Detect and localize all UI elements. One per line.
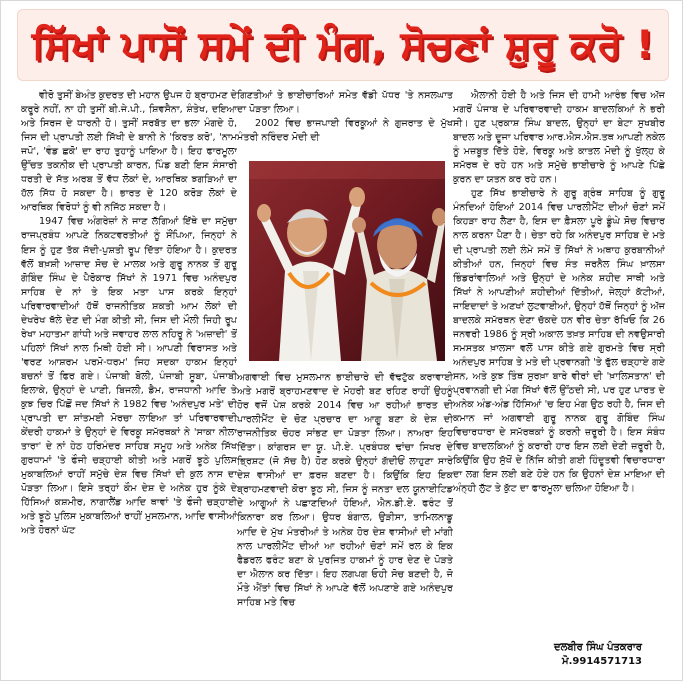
paragraph: 1947 ਵਿਚ ਅੰਗਰੇਜ਼ਾਂ ਨੇ ਜਾਣ ਲੱਗਿਆਂ ਇੱਥੇ ਦਾ ਸਮੁੱਚਾ ਰਾਜਪ੍ਰਬੰਧ ਆਪਣੇ ਨਿਕਟਵਰਤੀਆਂ ਨੂੰ ਸੌਂਪਿਆ, ਜਿਨ੍ਹਾਂ ਨੇ ਇਸ ਨੂੰ ਹੁਣ ਤੱਕ ਜੱਦੀ-ਪੁਸ਼ਤੀ ਰੂਪ ਦਿੱਤਾ ਹੋਇਆ ਹੈ। ਕੁਦਰਤ ਵੱਲੋਂ ਬਖ਼ਸ਼ੀ ਆਜ਼ਾਦ ਸੋਚ ਦੇ ਮਾਲਕ ਅਤੇ ਗੁਰੂ ਨਾਨਕ ਤੋਂ ਗੁਰੂ ਗੋਬਿੰਦ ਸਿੰਘ ਦੇ ਪੈਰੋਕਾਰ ਸਿੱਖਾਂ ਨੇ 1971 ਵਿਚ ਅਨੰਦਪੁਰ ਸਾਹਿਬ ਦੇ ਨਾਂ ਤੇ ਇਕ ਮਤਾ ਪਾਸ ਕਰਕੇ ਇਨ੍ਹਾਂ ਪਰਿਵਾਰਵਾਦੀਆਂ ਹੱਥੋਂ ਰਾਜਨੀਤਿਕ ਸ਼ਕਤੀ ਆਮ ਲੋਕਾਂ ਦੀ ਦੇਖਰੇਖ ਥੱਲੇ ਦੇਣ ਦੀ ਮੰਗ ਕੀਤੀ ਸੀ, ਜਿਸ ਦੀ ਮੌਲੀ ਜਿਹੀ ਰੂਪ ਰੇਖਾ ਮਹਾਤਮਾ ਗਾਂਧੀ ਅਤੇ ਜਵਾਹਰ ਲਾਲ ਨਹਿਰੂ ਨੇ 'ਅਜ਼ਾਦੀ' ਤੋਂ ਪਹਿਲਾਂ ਸਿੱਖਾਂ ਨਾਲ ਮਿਥੀ ਹੋਈ ਸੀ। ਆਪਣੀ ਵਿਰਾਸਤ ਅਤੇ 'ਵਰਣ ਆਸ਼ਰਮ ਪਰਮੋ-ਧਰਮ' ਜਿਹ ਸਦਕਾ ਹਾਕਮ ਇਨ੍ਹਾਂ ਬਚਨਾਂ ਤੋਂ ਫਿਰ ਗਏ। ਪੰਜਾਬੀ ਬੋਲੀ, ਪੰਜਾਬੀ ਸੂਬਾ, ਪੰਜਾਬੀ ਇਲਾਕੇ, ਉਨ੍ਹਾਂ ਦੇ ਪਾਣੀ, ਬਿਜਲੀ, ਡੈਮ, ਰਾਜਧਾਨੀ ਆਦਿ ਤੇ ਕੁਝ ਚਿਰ ਪਿੱਛੋਂ ਜਦ ਸਿੱਖਾਂ ਨੇ 1982 ਵਿਚ 'ਅਨੰਦਪੁਰ ਮਤੇ' ਦੀ ਪ੍ਰਾਪਤੀ ਦਾ ਸ਼ਾਂਤਮਈ ਮੋਰਚਾ ਲਾਇਆ ਤਾਂ ਪਰਿਵਾਰਵਾਦੀ ਕੇਂਦਰੀ ਹਾਕਮਾਂ ਤੇ ਉਨ੍ਹਾਂ ਦੇ ਵਿਰਕੂ ਸਮੱਰਥਕਾਂ ਨੇ 'ਸਾਕਾ ਨੀਲਾ ਤਾਰਾ' ਦੇ ਨਾਂ ਹੇਠ ਹਰਿਮੰਦਰ ਸਾਹਿਬ ਸਮੂਹ ਅਤੇ ਅਨੇਕ ਸਿੱਖ ਗੁਰਧਾਮਾਂ 'ਤੇ ਫੌਜੀ ਚੜ੍ਹਾਈ ਕੀਤੀ ਅਤੇ ਮਗਰੋਂ ਝੂਠੇ ਪੁਲਿਸ ਮੁਕਾਬਲਿਆਂ ਰਾਹੀਂ ਸਮੁੱਚੇ ਦੇਸ਼ ਵਿਚ ਸਿੱਖਾਂ ਦੀ ਕੁਲ ਨਾਸ ਦਾ ਪੋੜਤਾ ਲਿਆ। ਇਸੇ ਤਰ੍ਹਾਂ ਕੌਮ ਦੇਸ਼ ਦੇ ਅਨੇਕ ਹੁਰ ਨੂੰਕੇ ਦੇ ਹਿੱਸਿਆਂ ਕਸ਼ਮੀਰ, ਨਾਗਾਲੈਂਡ ਆਦਿ ਥਾਵਾਂ 'ਤੇ ਫੌਜੀ ਚੜ੍ਹਾਈ ਅਤੇ ਝੂਠੇ ਪੁਲਿਸ ਮੁਕਾਬਲਿਆਂ ਰਾਹੀਂ ਮੁਸਲਮਾਨ, ਆਦਿ ਵਾਸੀਆਂ ਅਤੇ ਹੋਰਨਾਂ ਘੱਟ [21, 216, 237, 537]
headline-text: ਸਿੱਖਾਂ ਪਾਸੋਂ ਸਮੇਂ ਦੀ ਮੰਗ, ਸੋਚਣਾਂ ਸ਼ੁਰੂ ਕਰੋ ! [31, 22, 655, 68]
paragraph: ਅਗਵਾਈ ਵਿਚ ਮੁਸਲਮਾਨ ਭਾਈਚਾਰੇ ਦੀ ਵੱਢਟੁੱਕ ਕਰਾਵਾਈ ਅਤੇ ਮਗਰੋਂ ਬ੍ਰਾਹਮਣਵਾਦ ਦੇ ਮੋਹਰੀ ਬਣ ਰਹਿਣ ਰਾਹੀਂ ਉਹਨੂੰ ਹੋਰ ਵਜੋਂ ਪੇਸ਼ ਕਰਕੇ 2014 ਵਿਚ ਆ ਰਹੀਆਂ ਭਾਰਤ ਦੀ ਪਾਰਲੀਮੈਂਟ ਦੇ ਚੋਣ ਪ੍ਰਚਾਰ ਦਾ ਆਗੂ ਬਣਾ ਕੇ ਦੇਸ਼ ਦੀ ਰਾਜਨੀਤਿਕ ਚੋਹਰ ਸਾਂਭਣ ਦਾ ਪੋੜਤਾ ਲਿਆ। ਨਾਅਰਾ ਇਹ ਦਿੱਤਾ। ਕਾਂਗਰਸ ਦਾ ਯੂ. ਪੀ.ਏ. ਪ੍ਰਬੰਧਕ ਢਾਂਚਾ ਸਿਖਰ ਦੇ ਭ੍ਰਿਸ਼ਟ (ਜੋ ਸੱਚ ਹੈ) ਹੋਣ ਕਰਕੇ ਉਨ੍ਹਾਂ ਗੱਦੀਓਂ ਲਾਹੁਣਾ ਸਾਰੇ ਦੇਸ਼ ਵਾਸੀਆਂ ਦਾ ਫ਼ਰਜ਼ ਬਣਦਾ ਹੈ। ਕਿਉਂਕਿ ਇਹ ਇਕ ਬ੍ਰਾਹਮਣਵਾਦੀ ਕੋਰਾ ਝੂਠ ਸੀ, ਜਿਸ ਨੂੰ ਜਨਤਾ ਦਲ ਯੂਨਾਈਟਿਡ ਦੇ ਆਗੂਆਂ ਨੇ ਪਛਾਣਦਿਆਂ ਹੋਇਆਂ, ਐਨ.ਡੀ.ਏ. ਫਰੰਟ ਤੋਂ ਕਿਨਾਰਾ ਕਰ ਲਿਆ। ਉਧਰ ਬੰਗਾਲ, ਉੜੀਸਾ, ਤਾਮਿਲਨਾਡੂ ਆਦਿ ਦੇ ਮੁੱਖ ਮੰਤਰੀਆਂ ਤੇ ਅਨੇਕ ਹੋਰ ਦੇਸ਼ ਵਾਸੀਆਂ ਦੀ ਮਾਂਗੀ ਨਾਲ ਪਾਰਲੀਮੈਂਟ ਦੀਆਂ ਆ ਰਹੀਆਂ ਚੋਣਾਂ ਸਮੇਂ ਰਲ ਕੇ ਇਕ ਫੈਡਰਲ ਫਰੰਟ ਬਣਾ ਕੇ ਪੁਰਜਿਤ ਹਾਕਮਾਂ ਨੂੰ ਹਾਰ ਦੇਣ ਦੇ ਪੋੜਤੇ ਦਾ ਐਲਾਨ ਕਰ ਦਿੱਤਾ। ਇਹ ਲਗਪਗ ਓਹੀ ਸੋਚ ਬਣਦੀ ਹੈ, ਜੋ ਮੌਤੇ ਐਂਤਾਂ ਵਿਚ ਸਿੱਖਾਂ ਨੇ ਆਪਣੇ ਵੱਲੋਂ ਅਪਣਾਏ ਗਏ ਅਨੰਦਪੁਰ ਸਾਹਿਬ ਮਤੇ ਵਿਚ [237, 372, 453, 608]
byline [554, 641, 642, 669]
column-3 [453, 89, 665, 649]
article-photo [249, 161, 445, 361]
author-name: ਦਲਬੀਰ ਸਿੰਘ ਪੰਤਕਰਾਰ [553, 642, 642, 653]
paragraph: ਗਿਣਤੀਆਂ ਤੇ ਭਾਈਚਾਰਿਆਂ ਸਮੇਤ ਵੱਡੀ ਪੱਧਰ 'ਤੇ ਨਸਲਘਾਤ ਦਾ ਪੋੜਤਾ ਲਿਆ। [237, 90, 453, 116]
column-1 [21, 89, 237, 649]
paragraph: 2002 ਵਿਚ ਭਾਜਪਾਈ ਵਿਰਕੂਆਂ ਨੇ ਗੁਜਰਾਤ ਦੇ ਮੁੱਖ ਮੰਤਰੀ ਨਰਿੰਦਰ ਮੋਦੀ ਦੀ [237, 118, 453, 144]
author-phone: ਮੋ.9914571713 [562, 656, 642, 667]
column-2-top [237, 89, 453, 164]
paragraph: ਹੁਣ ਸਿੱਖ ਭਾਈਚਾਰੇ ਨੇ ਗੁਰੂ ਗ੍ਰੰਥ ਸਾਹਿਬ ਨੂੰ ਗੁਰੂ ਮੰਨਦਿਆਂ ਹੋਇਆਂ 2014 ਵਿਚ ਪਾਰਲੀਮੈਂਟ ਦੀਆਂ ਚੋਣਾਂ ਸਮੇਂ ਕਿਹੜਾ ਰਾਹ ਲੈਣਾ ਹੈ, ਇਸ ਦਾ ਫ਼ੈਸਲਾ ਪੂਰੇ ਡੂੰਘੇ ਸੋਚ ਵਿਚਾਰ ਨਾਲ ਕਰਨਾ ਪੈਣਾ ਹੈ। ਚੇਤਾ ਰਹੇ ਕਿ ਅਨੰਦਪੁਰ ਸਾਹਿਬ ਦੇ ਮਤੇ ਦੀ ਪ੍ਰਾਪਤੀ ਲਈ ਲੰਮੇ ਸਮੇਂ ਤੋਂ ਸਿੱਖਾਂ ਨੇ ਅਥਾਹ ਕੁਰਬਾਨੀਆਂ ਕੀਤੀਆਂ ਹਨ, ਜਿਨ੍ਹਾਂ ਵਿਚ ਸੰਤ ਜਰਨੈਲ ਸਿੰਘ ਖ਼ਾਲਸਾ ਭਿੰਡਰਾਂਵਾਲਿਆਂ ਅਤੇ ਉਨ੍ਹਾਂ ਦੇ ਅਨੇਕ ਸ਼ਹੀਦ ਸਾਥੀ ਅਤੇ ਸਿੱਖਾਂ ਨੇ ਆਪਣੀਆਂ ਸ਼ਹੀਦੀਆਂ ਦਿੱਤੀਆਂ, ਜੇਲ੍ਹਾਂ ਕੱਟੀਆਂ, ਜਾਇਦਾਦਾਂ ਤੇ ਅਣਖਾਂ ਲੁਟਵਾਈਆਂ, ਉਨ੍ਹਾਂ ਹੱਥੋਂ ਜਿਨ੍ਹਾਂ ਨੂੰ ਅੱਜ ਬਾਦਲਕੇ ਸਮੱਰਥਨ ਦੇਣਾ ਚੱਕਦੇ ਹਨ ਵੀਰ ਚੇਤਾ ਰੱਖਿਓ ਕਿ 26 ਜਨਵਰੀ 1986 ਨੂੰ ਸ੍ਰੀ ਅਕਾਲ ਤਖ਼ਤ ਸਾਹਿਬ ਦੀ ਨਵਉਸਾਰੀ ਸਮਸਤਕ ਖ਼ਾਲਸਾ ਵਲੋਂ ਪਾਸ ਕੀਤੇ ਗਏ ਗੁਰਮਤੇ ਵਿਚ ਸ੍ਰੀ ਅਨੰਦਪੁਰ ਸਾਹਿਬ ਤੇ ਮਤੇ ਦੀ ਪ੍ਰਵਾਨਗੀ 'ਤੇ ਫੁੱਲ ਚੜ੍ਹਾਏ ਗਏ ਸਨ, ਅਤੇ ਕੁਝ ਤਿੰਥ ਸੁਰਖ਼ਾ ਬਾਰੇ ਵੀਰਾਂ ਦੀ 'ਖ਼ਾਲਿਸਤਾਨ' ਦੀ ਪ੍ਰਵਾਨਗੀ ਦੀ ਮੰਗ ਸਿੱਖਾਂ ਵੱਲੋਂ ਉੱਠਦੀ ਸੀ, ਪਰ ਹੁਣ ਪਾਰਤ ਦੇ ਅਨੇਕ ਅੰਡ-ਅੰਡ ਹਿੱਸਿਆਂ 'ਚ ਇਹ ਮੰਗ ਉਠ ਰਹੀ ਹੈ, ਜਿਸ ਦੀ ਕਮਾਨ ਜਾਂ ਅਗਵਾਈ ਗੁਰੂ ਨਾਨਕ ਗੁਰੂ ਗੋਬਿੰਦ ਸਿੰਘ ਵਿਚਾਰਧਾਰਾ ਦੇ ਸਮੱਰਥਕਾਂ ਨੂੰ ਕਰਨੀ ਜ਼ਰੂਰੀ ਹੈ। ਇਸ ਸੰਬੰਧ ਵਿਚ ਬਾਦਲਕਿਆਂ ਨੂੰ ਕਰਾਰੀ ਹਾਰ ਇਸ ਲਈ ਦੇਣੀ ਜ਼ਰੂਰੀ ਹੈ, ਕਿਉਂਕਿ ਉਹ ਸੁੱਖੋਂ ਦੇ ਨਿੱਜਿ ਕੀਤੀ ਗਈ ਹਿੰਦੂਤਵੀ ਵਿਚਾਰਧਾਰਾ ਦਾ ਲਗ ਇਸ ਲਈ ਬਣੇ ਹੋਏ ਹਨ ਕਿ ਉਹਨਾਂ ਦੇਸ਼ ਮਾਇਆ ਦੀ ਅੰਨ੍ਹੀ ਲੁੱਟ ਤੇ ਕੁੱਟ ਦਾ ਫਾਰਮੂਲਾ ਚਲਿਆ ਹੋਇਆ ਹੈ। [453, 188, 665, 495]
paragraph: ਐਲਾਨੀ ਹੋਈ ਹੈ ਅਤੇ ਜਿਸ ਦੀ ਹਾਮੀ ਆਰੰਭ ਵਿਚ ਅੱਜ ਮਗਰੋਂ ਪੰਜਾਬ ਦੇ ਪਰਿਵਾਰਵਾਦੀ ਹਾਕਮ ਬਾਦਲਕਿਆਂ ਨੇ ਭਰੀ ਸੀ। ਹੁਣ ਪ੍ਰਕਾਸ਼ ਸਿੰਘ ਬਾਦਲ, ਉਨ੍ਹਾਂ ਦਾ ਬੇਟਾ ਸੁਖਬੀਰ ਬਾਦਲ ਅਤੇ ਦੂਜਾ ਪਰਿਵਾਰ ਆਰ.ਐਸ.ਐਸ.ਤਥ ਆਪਣੀ ਨਕੇਲ ਨੂੰ ਮਜ਼ਬੂਤ ਦਿੱਤੇ ਹੋਏ, ਵਿਰਕੂ ਅਤੇ ਕਾਤਲ ਮੋਦੀ ਨੂੰ ਖੁੱਲ੍ਹ ਕੇ ਸਮੱਰਥ ਦੇ ਰਹੇ ਹਨ ਅਤੇ ਸਮੁੱਚੇ ਭਾਈਚਾਰੇ ਨੂੰ ਆਪਣੇ ਪਿੱਛੇ ਕੁਰਨ ਦਾ ਯਤਨ ਕਰ ਰਹੇ ਹਨ। [453, 90, 665, 186]
paragraph: ਵੀਰੋ ਤੁਸੀਂ ਬੇਅੰਤ ਕੁਦਰਤ ਦੀ ਮਹਾਨ ਉਪਜ ਹੋ ਬ੍ਰਾਹਮਣ ਦੇ ਕਰੂਰੇ ਨਹੀਂ, ਨਾ ਹੀ ਤੁਸੀਂ ਬੀ.ਜੇ.ਪੀ., ਸ਼ਿਵਸੈਨਾ, ਸ਼ੰਤੇਖ, ਦਇਆ ਅਤੇ ਸਿਰਜ ਦੇ ਧਾਰਨੀ ਹੋ। ਤੁਸੀਂ ਸਰਬੱਤ ਦਾ ਭਲਾ ਮੰਗਦੇ ਹੋ, ਜਿਸ ਦੀ ਪ੍ਰਾਪਤੀ ਲਈ ਸਿੱਖੀ ਦੇ ਬਾਨੀ ਨੇ 'ਕਿਰਤ ਕਰੋ', 'ਨਾਮ ਜਪੋ', 'ਵੰਡ ਛਕੋ' ਦਾ ਰਾਹ ਤੁਹਾਨੂੰ ਪਾਇਆ ਹੈ। ਇਹ ਫਾਰਮੂਲਾ ਉੱਚਤ ਤਕਨੀਕ ਦੀ ਪ੍ਰਾਪਤੀ ਕਾਰਨ, ਪਿੰਡ ਬਣੀ ਇਸ ਸੰਸਾਰੀ ਧਰਤੀ ਦੇ ਸੱਤ ਅਰਬ ਤੋਂ ਵੱਧ ਲੋਕਾਂ ਦੇ, ਆਰਥਿਕ ਝਗੜਿਆਂ ਦਾ ਹੱਲ ਸਿੱਧ ਹੋ ਸਕਦਾ ਹੈ। ਭਾਰਤ ਦੇ 120 ਕਰੋੜ ਲੋਕਾਂ ਦੇ ਆਰਥਿਕ ਵਿਰੋਧਾਂ ਨੂੰ ਵੀ ਨਜਿੱਠ ਸਕਦਾ ਹੈ। [21, 90, 237, 214]
column-2-bottom [237, 371, 453, 649]
politicians-photo [249, 161, 445, 361]
article-headline [17, 9, 669, 81]
